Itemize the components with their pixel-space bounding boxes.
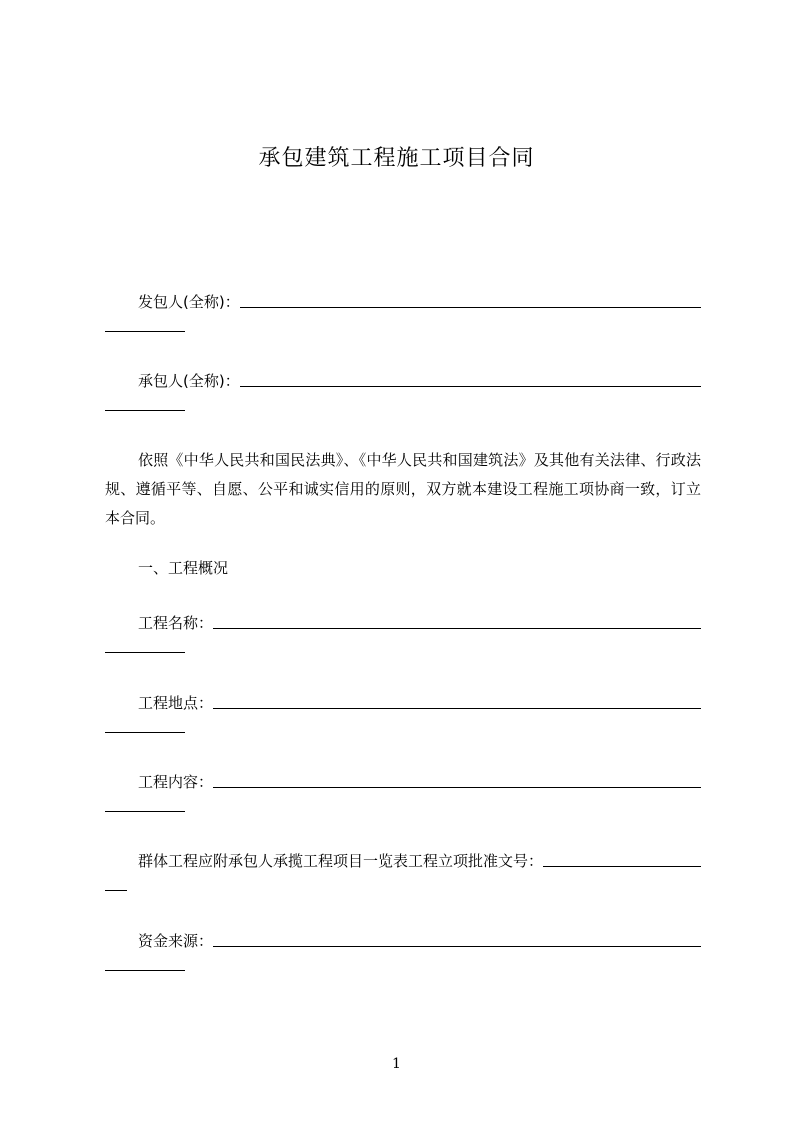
contractor-field	[105, 367, 701, 411]
page-number: 1	[392, 1056, 401, 1072]
project-content-blank-continued[interactable]	[105, 802, 185, 812]
project-location-blank[interactable]	[213, 693, 701, 709]
employer-field	[105, 288, 701, 332]
project-name-field	[105, 609, 701, 653]
project-content-field	[105, 768, 701, 812]
funding-source-field	[105, 927, 701, 971]
approval-number-label: 群体工程应附承包人承揽工程项目一览表工程立项批准文号：	[138, 852, 544, 870]
employer-blank-continued[interactable]	[105, 322, 185, 332]
document-title: 承包建筑工程施工项目合同	[258, 146, 535, 171]
funding-source-blank[interactable]	[213, 931, 701, 947]
approval-number-blank-continued[interactable]	[105, 881, 127, 891]
project-content-label: 工程内容：	[138, 773, 214, 791]
contractor-blank-continued[interactable]	[105, 401, 185, 411]
approval-number-field	[105, 847, 701, 891]
project-name-blank-continued[interactable]	[105, 643, 185, 653]
project-content-blank[interactable]	[213, 772, 701, 788]
funding-source-blank-continued[interactable]	[105, 961, 185, 971]
project-name-blank[interactable]	[213, 613, 701, 629]
approval-number-blank[interactable]	[543, 851, 701, 867]
employer-label: 发包人(全称)：	[138, 293, 240, 311]
contractor-blank[interactable]	[240, 371, 701, 387]
project-location-label: 工程地点：	[138, 694, 214, 712]
section-1-heading: 一、工程概况	[138, 559, 229, 577]
funding-source-label: 资金来源：	[138, 932, 214, 950]
project-location-field	[105, 689, 701, 733]
project-name-label: 工程名称：	[138, 614, 214, 632]
project-location-blank-continued[interactable]	[105, 723, 185, 733]
preamble-paragraph: 依照《中华人民共和国民法典》、《中华人民共和国建筑法》及其他有关法律、行政法规、遵循平等、自愿、公平和诚实信用的原则，双方就本建设工程施工项协商一致，订立本合同。	[105, 451, 701, 527]
contractor-label: 承包人(全称)：	[138, 372, 240, 390]
employer-blank[interactable]	[240, 292, 701, 308]
